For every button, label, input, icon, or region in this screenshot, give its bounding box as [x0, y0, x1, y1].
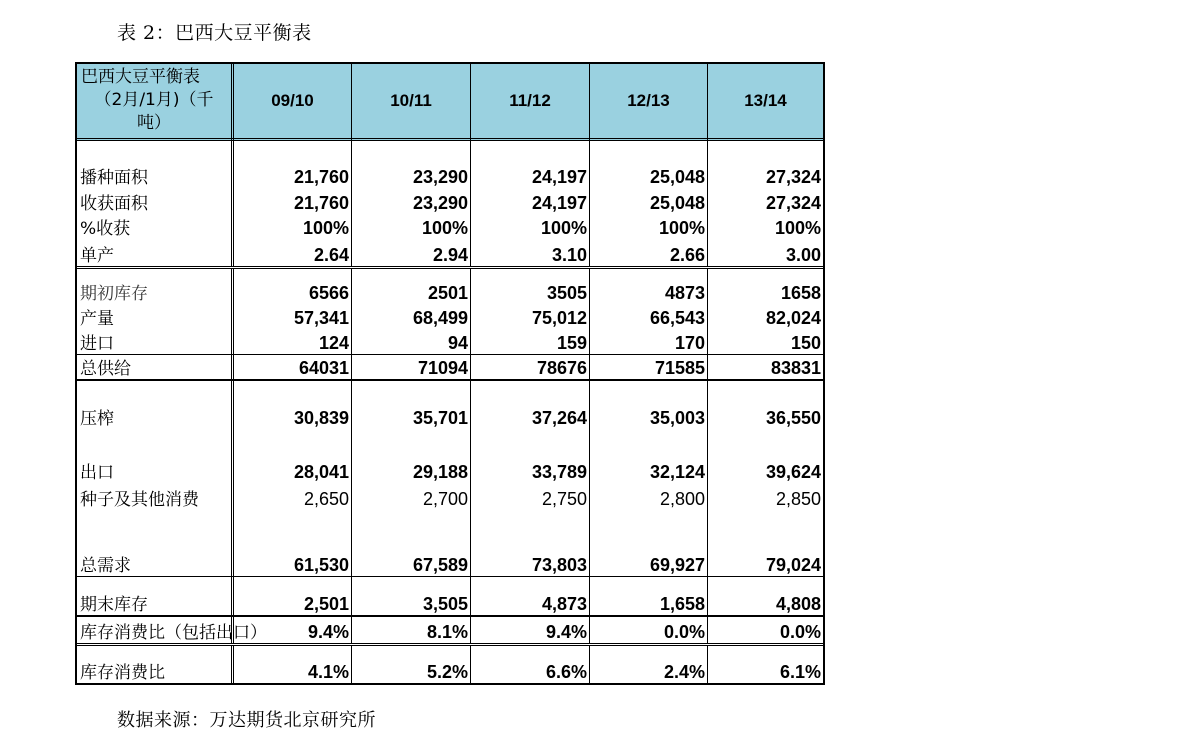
row-label: 出口: [77, 429, 234, 483]
row-value: 2.64: [234, 239, 352, 266]
row-value: 30,839: [234, 380, 352, 429]
table-row: [77, 239, 823, 269]
table-row: [77, 354, 823, 381]
row-value: 100%: [590, 214, 708, 239]
row-value: 4.1%: [234, 646, 352, 683]
row-value: 37,264: [471, 380, 590, 429]
table-row: [77, 138, 823, 188]
row-value: 3.10: [471, 239, 590, 266]
table-row: [77, 329, 823, 355]
row-value: 2,650: [234, 483, 352, 510]
table-row: [77, 188, 823, 214]
table-row: [77, 429, 823, 483]
header-year-2: 10/11: [352, 64, 471, 138]
row-value: 68,499: [352, 304, 471, 329]
table-row: [77, 646, 823, 683]
row-value: 3.00: [785, 245, 821, 265]
header-label-line1: 巴西大豆平衡表: [81, 67, 200, 87]
row-value: 2,700: [352, 483, 471, 510]
table-row: [77, 510, 823, 577]
row-label: 种子及其他消费: [77, 483, 234, 510]
row-value: 24,197: [471, 188, 590, 214]
header-label-line2: （2月/1月)（千: [94, 90, 214, 110]
row-value: 82,024: [765, 308, 821, 328]
row-value: 2,850: [775, 489, 821, 509]
row-label: 单产: [77, 239, 234, 266]
row-label: 播种面积: [77, 138, 234, 188]
row-value: 0.0%: [779, 622, 821, 642]
row-value: 94: [352, 329, 471, 354]
row-value: 0.0%: [590, 617, 708, 643]
row-value: 4,873: [471, 577, 590, 615]
table-row: [77, 380, 823, 429]
header-label-line3: 吨）: [137, 113, 171, 133]
row-value: 2,501: [234, 577, 352, 615]
row-value: 24,197: [471, 138, 590, 188]
header-year-5: 13/14: [744, 91, 787, 110]
row-label: 进口: [77, 329, 234, 354]
row-label: %收获: [77, 214, 234, 239]
row-value: 35,701: [352, 380, 471, 429]
row-value: 4873: [590, 268, 708, 304]
row-value: 100%: [352, 214, 471, 239]
brazil-soybean-balance-table: [75, 62, 825, 685]
row-value: 100%: [774, 218, 821, 238]
row-value: 6.1%: [779, 662, 821, 682]
row-value: 9.4%: [471, 617, 590, 643]
row-value: 2501: [352, 268, 471, 304]
row-label: 产量: [77, 304, 234, 329]
row-label: 收获面积: [77, 188, 234, 214]
row-value: 57,341: [234, 304, 352, 329]
row-value: 100%: [234, 214, 352, 239]
table-row: [77, 304, 823, 329]
row-value: 9.4%: [234, 617, 352, 643]
row-value: 124: [234, 329, 352, 354]
row-value: 8.1%: [352, 617, 471, 643]
row-value: 29,188: [352, 429, 471, 483]
row-value: 61,530: [234, 510, 352, 576]
row-value: 2.94: [352, 239, 471, 266]
row-value: 79,024: [765, 555, 821, 575]
header-year-4: 12/13: [590, 64, 708, 138]
row-value: 3505: [471, 268, 590, 304]
row-label: 总供给: [77, 354, 234, 379]
row-value: 69,927: [590, 510, 708, 576]
row-value: 64031: [234, 354, 352, 379]
row-value: 150: [790, 333, 821, 353]
header-year-1: 09/10: [234, 64, 352, 138]
row-value: 32,124: [590, 429, 708, 483]
table-header-row: [77, 64, 823, 141]
table-row: [77, 577, 823, 617]
row-value: 1,658: [590, 577, 708, 615]
row-value: 2.66: [590, 239, 708, 266]
row-value: 100%: [471, 214, 590, 239]
row-value: 83831: [770, 358, 821, 378]
table-row: [77, 268, 823, 304]
row-value: 39,624: [765, 462, 821, 482]
row-label: 库存消费比（包括出口）: [77, 617, 234, 643]
row-value: 67,589: [352, 510, 471, 576]
row-value: 170: [590, 329, 708, 354]
header-year-3: 11/12: [471, 64, 590, 138]
table-row: [77, 617, 823, 646]
row-value: 66,543: [590, 304, 708, 329]
row-value: 36,550: [765, 408, 821, 428]
header-label-cell: [77, 64, 234, 138]
row-value: 27,324: [765, 167, 821, 187]
row-value: 2.4%: [590, 646, 708, 683]
row-label: 期末库存: [77, 577, 234, 615]
row-value: 159: [471, 329, 590, 354]
data-source-note: 数据来源：万达期货北京研究所: [117, 710, 376, 731]
row-value: 78676: [471, 354, 590, 379]
row-value: 21,760: [234, 138, 352, 188]
row-value: 21,760: [234, 188, 352, 214]
table-row: [77, 214, 823, 239]
row-value: 23,290: [352, 138, 471, 188]
row-value: 6566: [234, 268, 352, 304]
table-caption: 表 2：巴西大豆平衡表: [117, 22, 312, 44]
row-label: 总需求: [77, 510, 234, 576]
row-value: 25,048: [590, 138, 708, 188]
row-label: 压榨: [77, 380, 234, 429]
row-value: 73,803: [471, 510, 590, 576]
row-value: 3,505: [352, 577, 471, 615]
row-value: 23,290: [352, 188, 471, 214]
row-label: 期初库存: [77, 268, 234, 304]
row-value: 27,324: [765, 193, 821, 213]
row-value: 1658: [780, 283, 821, 303]
row-value: 25,048: [590, 188, 708, 214]
row-value: 28,041: [234, 429, 352, 483]
row-value: 71094: [352, 354, 471, 379]
row-value: 4,808: [775, 594, 821, 614]
table-row: [77, 483, 823, 510]
row-value: 5.2%: [352, 646, 471, 683]
row-value: 6.6%: [471, 646, 590, 683]
row-value: 2,800: [590, 483, 708, 510]
row-label: 库存消费比: [77, 646, 234, 683]
row-value: 75,012: [471, 304, 590, 329]
row-value: 35,003: [590, 380, 708, 429]
row-value: 33,789: [471, 429, 590, 483]
row-value: 2,750: [471, 483, 590, 510]
row-value: 71585: [590, 354, 708, 379]
